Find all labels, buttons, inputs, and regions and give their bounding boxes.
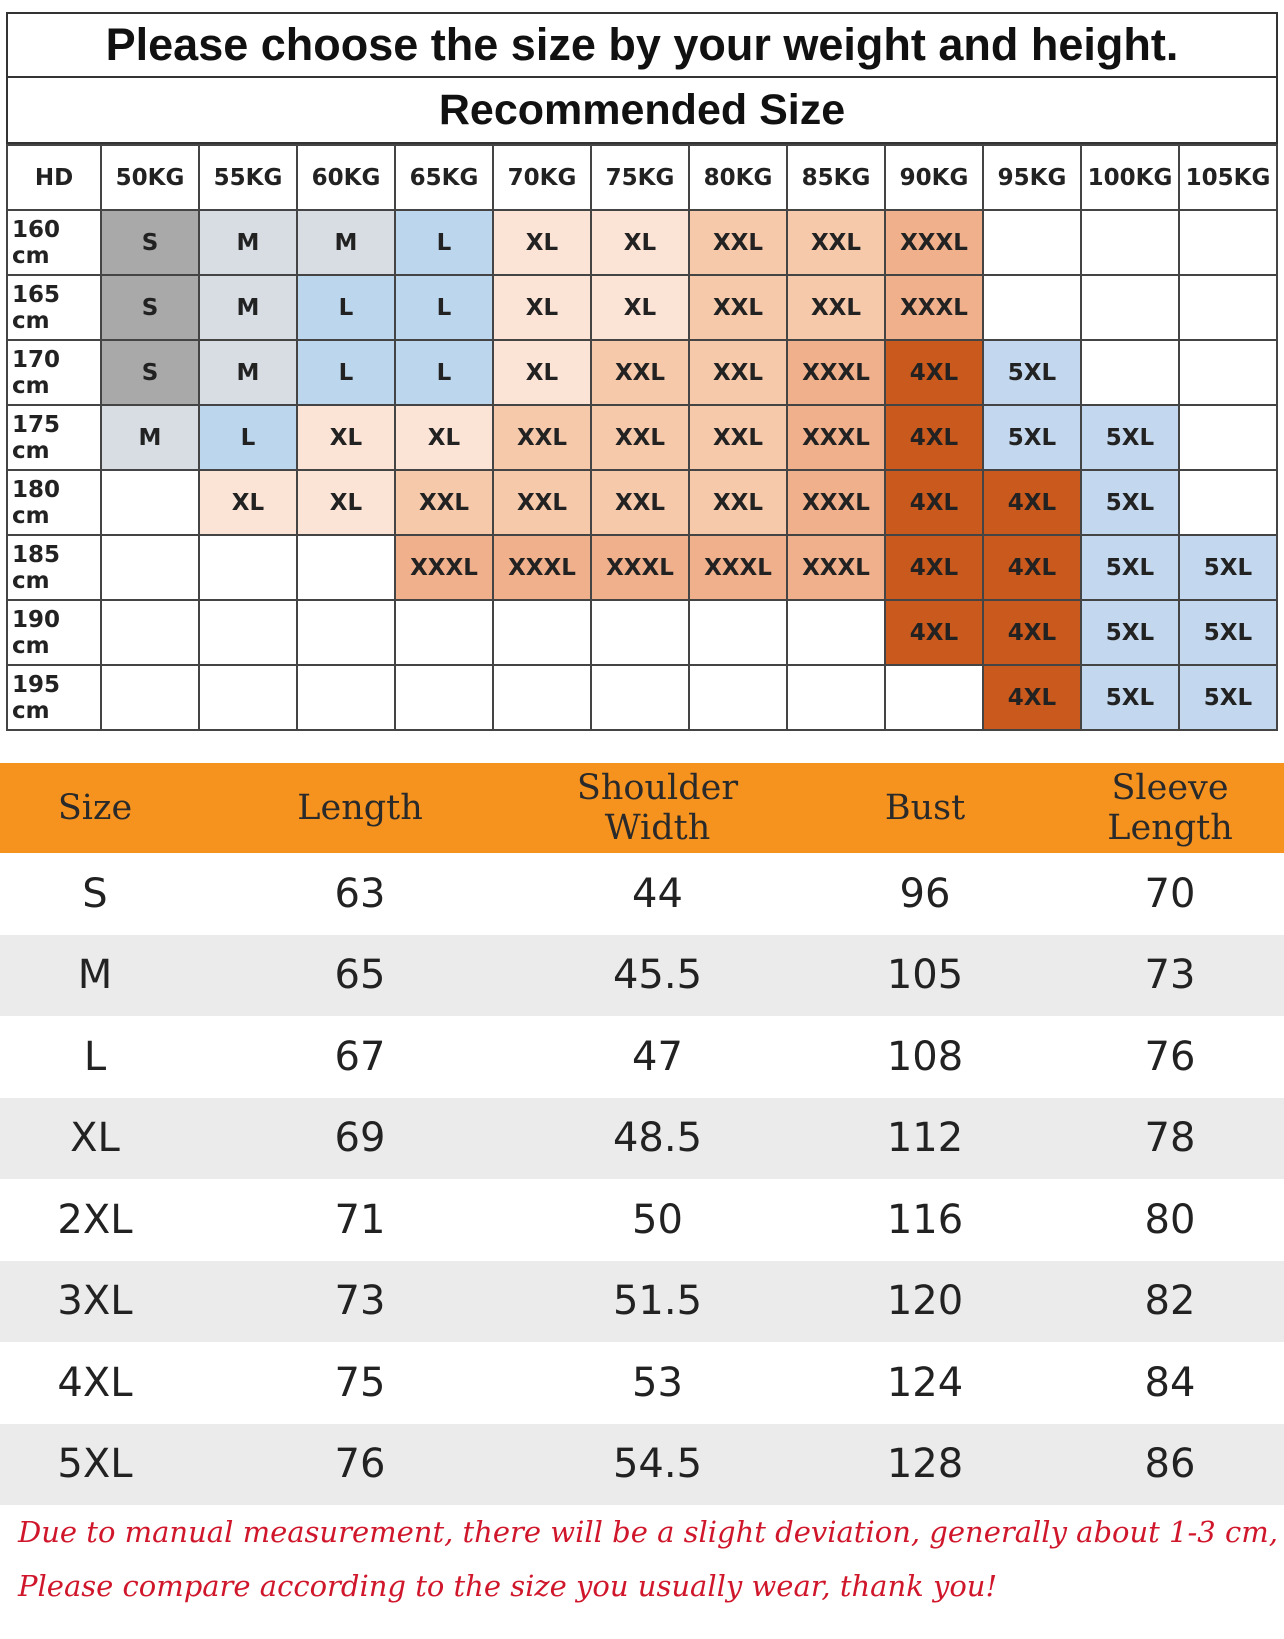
- size-cell: [885, 665, 983, 730]
- grid-row: [7, 405, 1277, 470]
- size-cell: XL: [493, 210, 591, 275]
- note-line-2: Please compare according to the size you usually wear, thank you!: [18, 1569, 998, 1603]
- measurement-row: [0, 1179, 1284, 1261]
- size-cell: XXL: [395, 470, 493, 535]
- shoulder-width-value: 47: [632, 1033, 683, 1080]
- note-line-1: Due to manual measurement, there will be a slight deviation, generally about 1-3 cm,: [18, 1515, 1278, 1549]
- size-cell: [297, 665, 395, 730]
- measurement-row: [0, 1016, 1284, 1098]
- size-cell: 5XL: [1081, 470, 1179, 535]
- sleeve-length-value: 73: [1144, 952, 1196, 999]
- size-cell: [689, 665, 787, 730]
- chart-subheading: Recommended Size: [6, 78, 1278, 144]
- size-cell: M: [297, 210, 395, 275]
- size-value: L: [83, 1033, 107, 1080]
- size-cell: [591, 665, 689, 730]
- grid-row: [7, 470, 1277, 535]
- size-cell: L: [199, 405, 297, 470]
- size-cell: [395, 600, 493, 665]
- size-cell: M: [199, 275, 297, 340]
- size-cell: XXXL: [885, 275, 983, 340]
- header-size: Size: [57, 788, 133, 828]
- sleeve-length-value: 80: [1144, 1196, 1196, 1243]
- header-bust: Bust: [884, 788, 966, 828]
- measurement-table: [0, 763, 1284, 1505]
- bust-value: 120: [886, 1278, 964, 1325]
- size-cell: [395, 665, 493, 730]
- sleeve-length-value: 84: [1144, 1359, 1196, 1406]
- length-value: 69: [334, 1115, 386, 1162]
- size-cell: [787, 665, 885, 730]
- height-label: 165 cm: [7, 275, 101, 340]
- measurement-header-row: [0, 763, 1284, 853]
- size-cell: [199, 600, 297, 665]
- size-cell: [199, 535, 297, 600]
- size-cell: XXXL: [493, 535, 591, 600]
- size-cell: L: [395, 275, 493, 340]
- measurement-row: [0, 1342, 1284, 1424]
- length-value: 67: [334, 1033, 386, 1080]
- size-cell: XXL: [689, 210, 787, 275]
- size-value: M: [77, 952, 113, 999]
- sleeve-length-value: 78: [1144, 1115, 1196, 1162]
- bust-value: 105: [886, 952, 964, 999]
- weight-header: 95KG: [983, 145, 1081, 210]
- grid-row: [7, 665, 1277, 730]
- size-cell: L: [297, 275, 395, 340]
- size-cell: XXL: [591, 470, 689, 535]
- size-cell: L: [297, 340, 395, 405]
- bust-value: 128: [886, 1441, 964, 1488]
- height-label: 170 cm: [7, 340, 101, 405]
- size-cell: [1081, 210, 1179, 275]
- size-cell: XL: [199, 470, 297, 535]
- size-cell: XXXL: [787, 405, 885, 470]
- sleeve-length-value: 86: [1144, 1441, 1196, 1488]
- size-cell: [1179, 210, 1277, 275]
- length-value: 73: [334, 1278, 386, 1325]
- size-cell: [493, 665, 591, 730]
- grid-row: [7, 210, 1277, 275]
- size-cell: L: [395, 210, 493, 275]
- bust-value: 112: [886, 1115, 964, 1162]
- size-cell: 5XL: [1179, 665, 1277, 730]
- size-cell: [101, 600, 199, 665]
- size-cell: XXL: [689, 405, 787, 470]
- size-cell: [101, 470, 199, 535]
- size-cell: [199, 665, 297, 730]
- grid-row: [7, 340, 1277, 405]
- size-cell: 4XL: [885, 600, 983, 665]
- size-cell: XXXL: [689, 535, 787, 600]
- size-cell: [1081, 275, 1179, 340]
- weight-header: 65KG: [395, 145, 493, 210]
- recommended-size-chart: [6, 12, 1278, 731]
- weight-header: 75KG: [591, 145, 689, 210]
- size-cell: S: [101, 275, 199, 340]
- header-shoulder-width: Shoulder Width: [576, 768, 739, 848]
- size-cell: XXL: [787, 210, 885, 275]
- weight-header: 105KG: [1179, 145, 1277, 210]
- size-cell: [591, 600, 689, 665]
- shoulder-width-value: 51.5: [612, 1278, 703, 1325]
- grid-header-row: [7, 145, 1277, 210]
- size-cell: XXL: [591, 340, 689, 405]
- size-cell: M: [199, 210, 297, 275]
- size-cell: XXXL: [787, 535, 885, 600]
- size-value: 5XL: [57, 1441, 133, 1488]
- grid-corner-label: HD: [7, 145, 101, 210]
- grid-row: [7, 535, 1277, 600]
- size-cell: [983, 210, 1081, 275]
- shoulder-width-value: 54.5: [612, 1441, 703, 1488]
- sleeve-length-value: 76: [1144, 1033, 1196, 1080]
- bust-value: 116: [886, 1196, 964, 1243]
- header-sleeve-length: Sleeve Length: [1107, 768, 1233, 848]
- size-cell: XL: [297, 405, 395, 470]
- bust-value: 124: [886, 1359, 964, 1406]
- size-cell: [101, 665, 199, 730]
- weight-header: 90KG: [885, 145, 983, 210]
- size-cell: L: [395, 340, 493, 405]
- size-cell: XXXL: [395, 535, 493, 600]
- size-cell: [983, 275, 1081, 340]
- size-cell: XXL: [787, 275, 885, 340]
- size-cell: XXXL: [787, 340, 885, 405]
- size-cell: XXL: [689, 275, 787, 340]
- size-cell: XXL: [493, 405, 591, 470]
- size-cell: 4XL: [983, 665, 1081, 730]
- height-label: 175 cm: [7, 405, 101, 470]
- height-label: 195 cm: [7, 665, 101, 730]
- weight-header: 100KG: [1081, 145, 1179, 210]
- size-cell: [493, 600, 591, 665]
- length-value: 63: [334, 870, 386, 917]
- weight-header: 60KG: [297, 145, 395, 210]
- header-length: Length: [297, 788, 423, 828]
- height-label: 190 cm: [7, 600, 101, 665]
- shoulder-width-value: 45.5: [612, 952, 703, 999]
- sleeve-length-value: 70: [1144, 870, 1196, 917]
- size-cell: [297, 535, 395, 600]
- size-cell: XXXL: [787, 470, 885, 535]
- weight-header: 55KG: [199, 145, 297, 210]
- size-cell: 4XL: [983, 535, 1081, 600]
- measurement-row: [0, 1098, 1284, 1180]
- measurement-row: [0, 935, 1284, 1017]
- size-cell: [1081, 340, 1179, 405]
- measurement-note: [18, 1505, 1278, 1613]
- grid-row: [7, 275, 1277, 340]
- size-cell: 4XL: [983, 600, 1081, 665]
- size-cell: XXL: [689, 470, 787, 535]
- size-value: 4XL: [57, 1359, 133, 1406]
- size-cell: XL: [297, 470, 395, 535]
- size-cell: M: [101, 405, 199, 470]
- size-cell: [1179, 405, 1277, 470]
- weight-header: 85KG: [787, 145, 885, 210]
- size-value: S: [82, 870, 108, 917]
- shoulder-width-value: 44: [632, 870, 683, 917]
- size-cell: XXL: [689, 340, 787, 405]
- size-cell: [297, 600, 395, 665]
- size-cell: 5XL: [1081, 600, 1179, 665]
- height-label: 160 cm: [7, 210, 101, 275]
- length-value: 71: [334, 1196, 386, 1243]
- weight-header: 70KG: [493, 145, 591, 210]
- size-cell: 4XL: [885, 405, 983, 470]
- size-cell: 5XL: [1179, 535, 1277, 600]
- bust-value: 96: [899, 870, 951, 917]
- length-value: 76: [334, 1441, 386, 1488]
- size-cell: 5XL: [1081, 665, 1179, 730]
- size-cell: XL: [591, 275, 689, 340]
- weight-header: 50KG: [101, 145, 199, 210]
- size-cell: M: [199, 340, 297, 405]
- size-cell: 4XL: [885, 470, 983, 535]
- size-cell: [787, 600, 885, 665]
- size-cell: XL: [591, 210, 689, 275]
- size-cell: 5XL: [1081, 535, 1179, 600]
- size-cell: 4XL: [885, 340, 983, 405]
- shoulder-width-value: 53: [632, 1359, 683, 1406]
- size-cell: 5XL: [1081, 405, 1179, 470]
- size-cell: XL: [493, 275, 591, 340]
- size-value: XL: [70, 1115, 120, 1162]
- size-cell: 4XL: [885, 535, 983, 600]
- weight-header: 80KG: [689, 145, 787, 210]
- size-cell: XXXL: [885, 210, 983, 275]
- size-cell: 5XL: [983, 405, 1081, 470]
- size-cell: [1179, 340, 1277, 405]
- chart-heading: Please choose the size by your weight and height.: [6, 12, 1278, 78]
- size-cell: [1179, 275, 1277, 340]
- size-grid: [6, 144, 1278, 731]
- size-cell: XXL: [493, 470, 591, 535]
- measurement-row: [0, 1424, 1284, 1506]
- measurement-row: [0, 1261, 1284, 1343]
- size-cell: [689, 600, 787, 665]
- size-cell: S: [101, 210, 199, 275]
- height-label: 180 cm: [7, 470, 101, 535]
- size-cell: XL: [493, 340, 591, 405]
- length-value: 75: [334, 1359, 386, 1406]
- size-cell: [1179, 470, 1277, 535]
- size-cell: XL: [395, 405, 493, 470]
- grid-row: [7, 600, 1277, 665]
- size-cell: XXXL: [591, 535, 689, 600]
- length-value: 65: [334, 952, 386, 999]
- shoulder-width-value: 50: [632, 1196, 683, 1243]
- bust-value: 108: [886, 1033, 964, 1080]
- size-cell: 4XL: [983, 470, 1081, 535]
- size-cell: 5XL: [1179, 600, 1277, 665]
- size-cell: S: [101, 340, 199, 405]
- size-cell: [101, 535, 199, 600]
- sleeve-length-value: 82: [1144, 1278, 1196, 1325]
- shoulder-width-value: 48.5: [612, 1115, 703, 1162]
- size-cell: XXL: [591, 405, 689, 470]
- height-label: 185 cm: [7, 535, 101, 600]
- size-value: 2XL: [57, 1196, 133, 1243]
- size-cell: 5XL: [983, 340, 1081, 405]
- size-value: 3XL: [57, 1278, 133, 1325]
- measurement-row: [0, 853, 1284, 935]
